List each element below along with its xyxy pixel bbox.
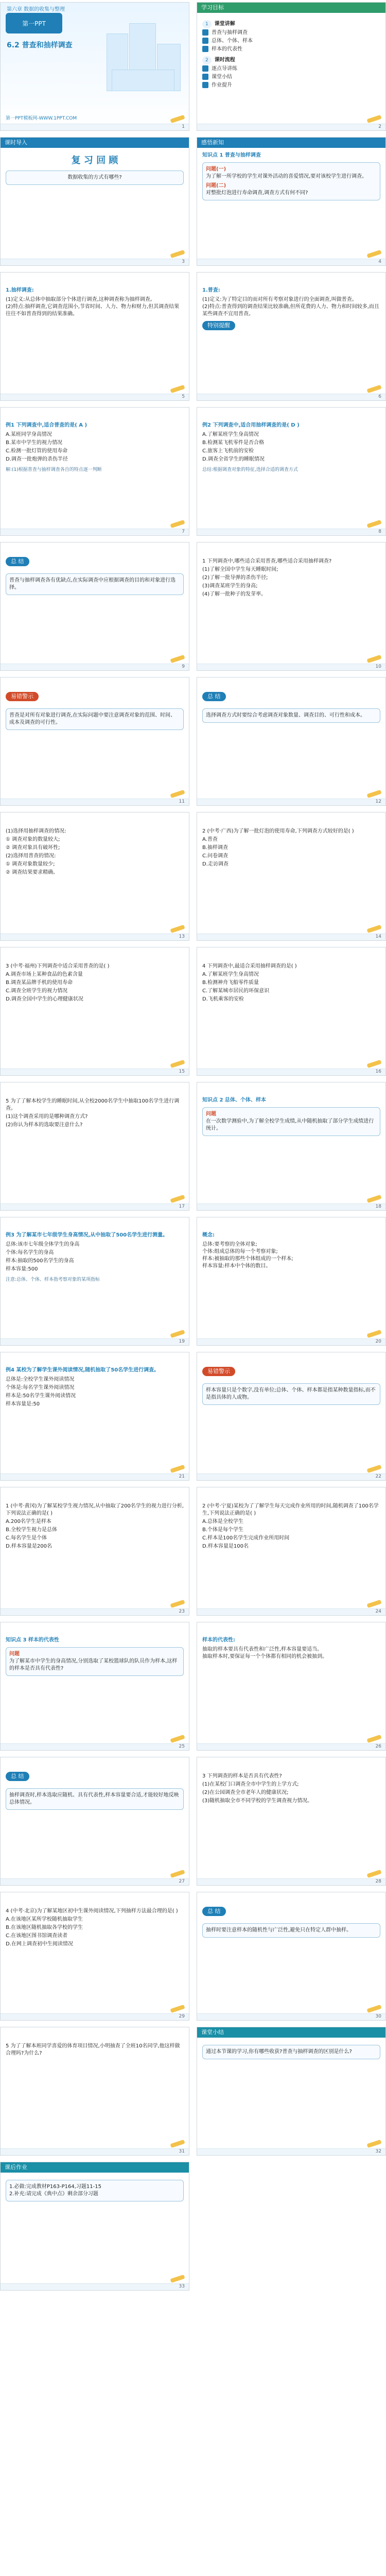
practice-line: (2)你认为样本的选取要注意什么? [6,1122,83,1128]
practice-line: 4 (中考·北京)为了解某地区初中生课外阅读情况,下列抽样方法最合理的是( ) [6,1908,178,1914]
objective-point [202,38,380,45]
slide-footer [197,529,385,535]
practice-line: B.个体是每个学生 [202,1527,244,1533]
question-body: 为了解一所学校的学生对课外活动的喜爱情况,要对该校学生进行调查。 [206,174,367,179]
slide-page-number: 9 [182,664,185,669]
site-url[interactable]: 第一PPT模板网-WWW.1PPT.COM [6,116,77,121]
slide-content [202,287,380,388]
slide-3[interactable] [0,137,189,266]
objective-row [202,20,380,53]
practice-line: C.了解某城市居民的环保意识 [202,988,270,994]
objective-point [202,82,380,89]
slide-content [6,1232,184,1333]
objective-point-text: 逐点导讲练 [212,66,237,72]
example-title: 例1 下列调查中,适合普查的是( A ) [6,422,87,428]
objective-point [202,74,380,81]
knowledge-box [202,1107,380,1136]
summary-pill: 总 结 [6,1772,29,1781]
slide-footer [197,1338,385,1345]
practice-line: C.样本是100名学生完成作业所用时间 [202,1535,290,1541]
slide-page-number: 10 [375,664,381,669]
slide-page-number: 2 [378,124,381,129]
slide-footer [197,1473,385,1480]
slide-content [6,557,184,658]
bullet-icon [202,29,208,36]
slide-22[interactable] [197,1352,386,1481]
practice-list [6,1908,184,1948]
practice-list [6,1503,184,1550]
objective-point-text: 作业提升 [212,82,232,88]
objective-number: 1 [202,20,212,28]
objective-points [202,29,380,53]
question-title: 问题 [206,1111,216,1117]
practice-line: A.200名学生是样本 [6,1519,51,1524]
question-title: 问题 [9,1651,20,1657]
practice-line: C.问卷调查 [202,853,229,859]
slide-content [6,827,184,928]
summary-box: 抽样时要注意样本的随机性与广泛性,避免只在特定人群中抽样。 [202,1923,380,1938]
slide-footer [1,934,189,940]
slide-footer [1,664,189,670]
slide-page-number: 28 [375,1879,381,1884]
bullet-icon [202,74,208,80]
slide-header: 感悟新知 [197,138,385,148]
slide-content [6,1637,184,1738]
objective-label: 课时流程 [214,57,235,63]
slide-footer [197,1743,385,1750]
practice-line: A.总体是全校学生 [202,1519,243,1524]
slide-18[interactable] [197,1082,386,1211]
slide-content [6,2042,184,2143]
slide-content [6,692,184,793]
practice-line: 3 下列调查的样本是否具有代表性? [202,1773,282,1779]
practice-line: A.调查市场上某种食品的色素含量 [6,972,83,977]
example-option: 样本:抽取的500名学生的身高 [6,1258,74,1264]
text-line: 抽取的样本要具有代表性和广泛性,样本容量要适当。 [202,1647,323,1652]
slide-content [6,422,184,523]
question-body: 在一次数学测验中,为了解全校学生成绩,从中随机抽取了部分学生成绩进行统计。 [206,1118,374,1131]
text-line: (1)定义:为了特定目的而对所有考察对象进行的全面调查,叫做普查。 [202,297,357,302]
knowledge-section: 知识点 1 普查与抽样调查 [202,152,261,158]
knowledge-box [6,1647,184,1676]
slide-page-number: 31 [179,2149,185,2154]
slide-27[interactable] [0,1757,189,1886]
slide-footer [197,664,385,670]
objective-point [202,46,380,53]
slide-page-number: 18 [375,1204,381,1209]
slide-footer [1,2148,189,2155]
practice-list [202,1503,380,1550]
practice-line: 3 (中考·福州)下列调查中适合采用普查的是( ) [6,963,110,969]
practice-line: (1)了解全国中学生每天睡眠时间; [202,567,278,572]
practice-line: (3)调查某班学生的身高; [202,583,258,589]
practice-line: D.样本容量是100名 [202,1544,249,1549]
slide-content [6,1772,184,1873]
practice-line: D.样本容量是200名 [6,1544,52,1549]
tag-pill: 特别提醒 [202,321,235,330]
slide-7[interactable] [0,407,189,536]
slide-footer [197,934,385,940]
slide-6[interactable] [197,272,386,401]
practice-line: B.抽样调查 [202,845,229,851]
question-title: 问题(一) [206,166,226,172]
practice-line: D.在网上调查初中生阅读情况 [6,1941,73,1947]
objective-point-text: 样本的代表性 [212,46,242,52]
example-hint: 注意:总体、个体、样本指考察对象的某项指标 [6,1277,100,1282]
section-box: 1.必做:完成教材P163-P164,习题11-15 2.补充:请完成《典中点》剩余部分习题 [6,2180,184,2201]
chapter-label: 第六章 数据的收集与整理 [7,7,65,12]
practice-line: A.在该地区某所学校随机抽取学生 [6,1917,83,1922]
review-question: 数据收集的方式有哪些? [6,171,184,185]
slide-content [202,692,380,793]
text-line: 样本:被抽取的那些个体组成的一个样本; [202,1256,293,1262]
slide-content [6,287,184,388]
slide-footer [1,529,189,535]
example-options [6,1241,184,1273]
example-hint: 总结:根据调查对象的特征,选择合适的调查方式 [202,467,298,472]
practice-line: 5 为了了解本校学生的睡眠时间,从全校2000名学生中抽取100名学生进行调查。 [6,1098,180,1111]
slide-33[interactable] [0,2162,189,2291]
summary-box: 选择调查方式时要综合考虑调查对象数量、调查目的、可行性和成本。 [202,708,380,723]
practice-line: D.走访调查 [202,861,229,867]
slide-29[interactable] [0,1892,189,2021]
practice-line: B.检测神舟飞船零件质量 [202,980,259,986]
slide-footer [1,1878,189,1885]
slide-header: 学习目标 [197,3,385,13]
ppt-logo: 第一PPT [6,13,62,33]
practice-list [202,828,380,868]
practice-line: (2)了解一批导弹的杀伤半径; [202,575,268,581]
example-option: A.某班同学身高情况 [6,432,52,437]
slide-footer [197,124,385,130]
note-pill: 易错警示 [6,692,39,701]
practice-line: 2 (中考·宁夏)某校为了了解学生每天完成作业所用的时间,随机调查了100名学生,下列说法正确的是( ) [202,1503,379,1516]
practice-line: (3)随机抽取全市不同学校的学生调查视力情况。 [202,1798,313,1804]
slide-content [202,1097,380,1198]
slide-footer [1,1473,189,1480]
slide-21[interactable] [0,1352,189,1481]
slide-11[interactable] [0,677,189,806]
note-pill: 易错警示 [202,1367,235,1376]
note-box: 样本容量只是个数字,没有单位;总体、个体、样本都是指某种数量指标,而不是指具体的人或物。 [202,1383,380,1405]
practice-line: D.飞机乘客的安检 [202,996,244,1002]
bullet-icon [202,46,208,52]
slide-content [6,1097,184,1198]
objective-row [202,56,380,89]
slide-page-number: 12 [375,799,381,804]
practice-line: A.了解某班学生身高情况 [202,972,259,977]
slide-page-number: 22 [375,1474,381,1479]
slide-page-number: 7 [182,529,185,534]
question-body: 为了解某市中学生的身高情况,分别选取了某校篮球队的队员作为样本,这样的样本是否具有代表性? [9,1658,178,1671]
slide-13[interactable] [0,812,189,941]
practice-line: 4 下列调查中,最适合采用抽样调查的是( ) [202,963,297,969]
slide-footer [197,1204,385,1210]
slide-footer [1,394,189,400]
practice-line: 2 (中考·广西)为了解一批灯泡的使用寿命,下列调查方式较好的是( ) [202,828,354,834]
objective-label: 课堂讲解 [214,21,235,27]
example-option: C.旅客上飞机前的安检 [202,448,254,454]
text-line: (1)定义:从总体中抽取部分个体进行调查,这种调查称为抽样调查。 [6,297,155,302]
slide-page-number: 5 [182,394,185,399]
practice-list [202,963,380,1003]
example-options [6,1376,184,1408]
practice-line: B.在该地区随机抽取各学校的学生 [6,1925,83,1930]
text-title: 1.普查: [202,287,220,293]
slide-footer [197,1069,385,1075]
summary-box: 普查与抽样调查各有优缺点,在实际调查中应根据调查的目的和对象进行选择。 [6,573,184,595]
slide-10[interactable] [197,542,386,671]
slide-page-number: 21 [179,1474,185,1479]
practice-line: (4)了解一批种子的发芽率。 [202,591,267,597]
practice-list [6,963,184,1003]
objective-points [202,65,380,89]
example-option: B.某市中学生的视力情况 [6,440,63,446]
slide-32[interactable] [197,2027,386,2156]
slide-1[interactable] [0,2,189,131]
practice-line: 1 下列调查中,哪些适合采用普查,哪些适合采用抽样调查? [202,558,332,564]
example-option: 总体是:全校学生课外阅读情况 [6,1377,75,1382]
practice-list [6,2043,184,2057]
slide-content [202,422,380,523]
slide-14[interactable] [197,812,386,941]
slide-26[interactable] [197,1622,386,1751]
example-option: 个体:每名学生的身高 [6,1250,54,1256]
practice-line: 1 (中考·黄冈)为了解某校学生视力情况,从中抽取了200名学生的视力进行分析,下列说法正确的是( ) [6,1503,184,1516]
slide-content [202,1367,380,1468]
slide-content [202,17,380,118]
slide-content [6,1907,184,2008]
slide-footer [197,2013,385,2020]
slide-footer [197,1608,385,1615]
slide-2[interactable] [197,2,386,131]
practice-line: (1)选择用抽样调查的情况: [6,828,66,834]
slide-header: 课时导入 [1,138,189,148]
slide-15[interactable] [0,947,189,1076]
slide-content [6,2177,184,2278]
text-title: 1.抽样调查: [6,287,34,293]
summary-pill: 总 结 [202,1907,226,1916]
practice-line: ② 调查对象具有破坏性; [6,845,60,851]
slide-footer [1,1743,189,1750]
bullet-icon [202,82,208,88]
text-title: 样本的代表性: [202,1637,235,1643]
slide-page-number: 1 [182,124,185,129]
slide-content [202,152,380,253]
slide-page-number: 13 [179,934,185,939]
example-option: D.调查全省学生的睡眠情况 [202,456,265,462]
slide-page-number: 24 [375,1609,381,1614]
slide-page-number: 20 [375,1339,381,1344]
lesson-title: 6.2 普查和抽样调查 [7,41,73,49]
slide-footer [197,2148,385,2155]
text-line: (2)特点:普查得到的调查结果比较准确,但所花费的人力、物力和时间较多,而且某些调查不宜用普查。 [202,304,379,317]
slide-content [202,1502,380,1603]
slide-page-number: 30 [375,2014,381,2019]
slide-28[interactable] [197,1757,386,1886]
practice-line: B.全校学生视力是总体 [6,1527,58,1533]
example-option: 样本是:50名学生课外阅读情况 [6,1393,76,1399]
knowledge-section: 知识点 3 样本的代表性 [6,1637,59,1643]
practice-list [6,828,184,876]
slide-4[interactable] [197,137,386,266]
slide-17[interactable] [0,1082,189,1211]
text-title: 概念: [202,1232,215,1238]
example-option: B.检测某飞机零件是否合格 [202,440,265,446]
practice-line: C.调查全班学生的视力情况 [6,988,68,994]
knowledge-section: 知识点 2 总体、个体、样本 [202,1097,266,1103]
slide-footer [1,259,189,265]
slide-page-number: 15 [179,1069,185,1074]
section-box: 通过本节课的学习,你有哪些收获?普查与抽样调查的区别是什么? [202,2045,380,2059]
note-box: 普查是对所有对象进行调查,在实际问题中要注意调查对象的范围、时间、成本及调查的可行性。 [6,708,184,730]
practice-line: (1)在某校门口调查全市中学生的上学方式; [202,1782,299,1787]
slide-footer [1,1608,189,1615]
practice-line: (2)选择用普查的情况: [6,853,56,859]
slide-content [202,827,380,928]
slide-page-number: 26 [375,1744,381,1749]
slide-footer [1,1338,189,1345]
bullet-icon [202,65,208,72]
example-option: C.检测一批灯管的使用寿命 [6,448,68,454]
slide-page-number: 3 [182,259,185,264]
slide-page-number: 14 [375,934,381,939]
practice-list [202,1773,380,1805]
practice-line: C.在该地区图书馆调查读者 [6,1933,68,1939]
slide-content [6,1502,184,1603]
objective-point [202,65,380,73]
example-option: D.调查一批炮弹的杀伤半径 [6,456,68,462]
bullet-icon [202,38,208,44]
objective-point-text: 课堂小结 [212,74,232,80]
knowledge-box [202,162,380,200]
practice-line: ① 调查对象数量较少; [6,861,55,867]
practice-line: C.每名学生是个体 [6,1535,47,1541]
objective-point [202,29,380,37]
text-line: 抽取样本时,要保证每一个个体都有相同的机会被抽到。 [202,1654,328,1659]
slide-content [6,152,184,253]
slide-page-number: 4 [378,259,381,264]
slide-page-number: 11 [179,799,185,804]
slide-20[interactable] [197,1217,386,1346]
slide-content [6,17,184,118]
example-title: 例2 下列调查中,适合用抽样调查的是( D ) [202,422,300,428]
slide-content [202,557,380,658]
slide-page-number: 27 [179,1879,185,1884]
slide-footer [197,394,385,400]
text-line: 总体:要考察的全体对象; [202,1242,257,1247]
text-line: 个体:组成总体的每一个考察对象; [202,1249,278,1255]
slide-30[interactable] [197,1892,386,2021]
slide-footer [1,1069,189,1075]
slide-content [202,962,380,1063]
example-title: 例3 为了解某市七年级学生身高情况,从中抽取了500名学生进行测量。 [6,1232,168,1238]
slide-12[interactable] [197,677,386,806]
slide-footer [197,1878,385,1885]
objective-point-text: 普查与抽样调查 [212,30,248,36]
slide-footer [1,799,189,805]
example-hint: 解:(1)根据普查与抽样调查各自的特点逐一判断 [6,467,102,472]
slide-content [202,1907,380,2008]
slide-5[interactable] [0,272,189,401]
slide-page-number: 19 [179,1339,185,1344]
example-options [6,431,184,463]
example-option: 样本容量是:50 [6,1401,40,1407]
slide-9[interactable] [0,542,189,671]
slide-footer [1,2013,189,2020]
slide-content [6,962,184,1063]
question-title-2: 问题(二) [206,183,226,189]
objective-point-text: 总体、个体、样本 [212,38,253,44]
slide-23[interactable] [0,1487,189,1616]
practice-list [6,1098,184,1129]
slide-8[interactable] [197,407,386,536]
slide-page-number: 8 [378,529,381,534]
practice-line: 5 为了了解本班同学喜爱的体育项目情况,小明抽查了全班10名同学,他这样做合理吗?为什么? [6,2043,180,2056]
slide-page-number: 32 [375,2149,381,2154]
slide-header: 课后作业 [1,2162,189,2173]
slide-25[interactable] [0,1622,189,1751]
slide-content [202,1772,380,1873]
slide-page-number: 23 [179,1609,185,1614]
example-option: 总体:该市七年级全体学生的身高 [6,1242,80,1247]
slide-content [202,2042,380,2143]
slide-page-number: 16 [375,1069,381,1074]
slide-content [6,1367,184,1468]
slide-footer [197,799,385,805]
slide-footer [1,124,189,130]
slide-footer [1,1204,189,1210]
example-options [202,431,380,463]
text-line: 样本容量:样本中个体的数目。 [202,1263,271,1269]
example-option: 样本容量:500 [6,1266,38,1272]
summary-pill: 总 结 [202,692,226,701]
review-heading: 复 习 回 顾 [71,155,118,166]
summary-pill: 总 结 [6,557,29,566]
example-option: 个体是:每名学生课外阅读情况 [6,1385,75,1391]
example-title: 例4 某校为了解学生课外阅读情况,随机抽取了50名学生进行调查。 [6,1367,160,1373]
slide-31[interactable] [0,2027,189,2156]
objective-number: 2 [202,56,212,64]
slide-content [202,1232,380,1333]
practice-line: A.普查 [202,837,218,842]
question-body-2: 对整批灯泡进行寿命调查,调查方式有何不同? [206,190,308,196]
practice-line: ① 调查对象的数量较大; [6,837,60,842]
practice-list [202,558,380,598]
text-line: (2)特点:抽样调查,它调查范围小,节省时间、人力、物力和财力,但其调查结果往往不如普查得到的结果准确。 [6,304,180,317]
slide-page-number: 29 [179,2014,185,2019]
slide-page-number: 33 [179,2284,185,2289]
slide-content [202,1637,380,1738]
practice-line: B.调查某品牌手机的使用寿命 [6,980,73,986]
slide-19[interactable] [0,1217,189,1346]
example-option: A.了解某班学生身高情况 [202,432,259,437]
practice-line: (2)在公园调查全市老年人的健康状况; [202,1790,289,1795]
slide-page-number: 6 [378,394,381,399]
slide-footer [197,259,385,265]
slide-24[interactable] [197,1487,386,1616]
slide-header: 课堂小结 [197,2027,385,2038]
practice-line: (1)这个调查采用的是哪种调查方式? [6,1114,88,1120]
slide-page-number: 25 [179,1744,185,1749]
slide-page-number: 17 [179,1204,185,1209]
practice-line: ② 调查结果要求精确。 [6,870,59,875]
slide-footer [1,2283,189,2290]
summary-box: 抽样调查时,样本选取应随机、具有代表性,样本容量要合适,才能较好地反映总体情况。 [6,1788,184,1810]
practice-line: D.调查全国中学生的心理健康状况 [6,996,83,1002]
slide-16[interactable] [197,947,386,1076]
